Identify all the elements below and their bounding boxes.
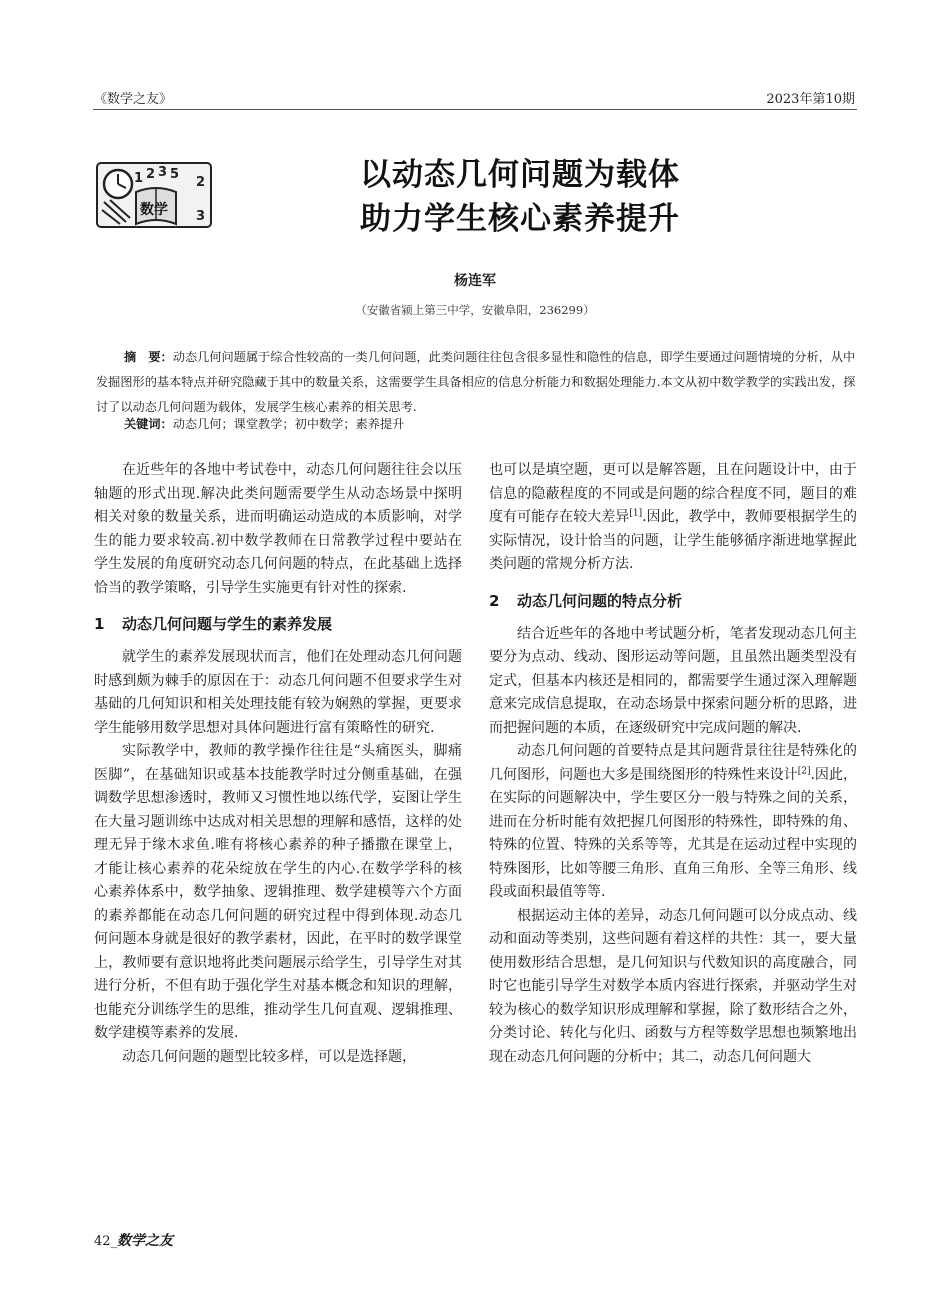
keywords-text: 动态几何；课堂教学；初中数学；素养提升 — [172, 417, 405, 431]
svg-text:2: 2 — [196, 175, 206, 190]
svg-text:1: 1 — [134, 171, 144, 186]
running-header-issue: 2023年第10期 — [766, 92, 855, 107]
body-column-left — [94, 459, 462, 1069]
svg-text:2: 2 — [146, 167, 156, 182]
section-title: 动态几何问题的特点分析 — [517, 591, 683, 610]
abstract-text: 动态几何问题属于综合性较高的一类几何问题，此类问题往往包含很多显性和隐性的信息，即学生要通过问题情境的分析，从中发掘图形的基本特点并研究隐藏于其中的数量关系，这需要学生具备相应的信息分析能力和数据处理能力.本文从初中数学教学的实践出发，探讨了以动态几何问题为载体，发展学生核心素养的相关思考. — [96, 350, 856, 414]
svg-text:数学: 数学 — [140, 202, 168, 218]
paragraph: 在近些年的各地中考试卷中，动态几何问题往往会以压轴题的形式出现.解决此类问题需要学生从动态场景中探明相关对象的数量关系，进而明确运动造成的本质影响，对学生的能力要求较高.初中数学教师在日常教学过程中要站在学生发展的角度研究动态几何问题的特点，在此基础上选择恰当的教学策略，引导学生实施更有针对性的探索. — [94, 462, 462, 596]
paragraph: 结合近些年的各地中考试题分析，笔者发现动态几何主要分为点动、线动、图形运动等问题，且虽然出题类型没有定式，但基本内核还是相同的，都需要学生通过深入理解题意来完成信息提取，在动态场景中探索问题分析的思路，进而把握问题的本质，在逐级研究中完成问题的解决. — [489, 625, 857, 736]
author-name: 杨连军 — [454, 273, 496, 289]
section-title: 动态几何问题与学生的素养发展 — [122, 615, 333, 633]
keywords-label: 关键词： — [124, 417, 173, 431]
page-footer: 42_数学之友 — [94, 1233, 174, 1249]
page-number: 42 — [94, 1234, 111, 1249]
title-line-1: 以动态几何问题为载体 — [360, 157, 680, 193]
svg-text:5: 5 — [170, 167, 180, 182]
keywords — [124, 414, 404, 434]
math-book-clock-icon — [96, 162, 212, 228]
article-title — [240, 153, 800, 241]
citation-ref[interactable]: [1] — [629, 508, 643, 519]
body-column-right — [489, 459, 857, 1069]
title-line-2: 助力学生核心素养提升 — [360, 201, 680, 237]
section-number: 1 — [94, 615, 105, 633]
paragraph: 也可以是填空题，更可以是解答题，且在问题设计中，由于信息的隐蔽程度的不同或是问题的综合程度不同，题目的难度有可能存在较大差异[1].因此，教学中，教师要根据学生的实际情况，设计恰当的问题，让学生能够循序渐进地掌握此类问题的常规分析方法. — [489, 462, 858, 572]
paragraph: 动态几何问题的首要特点是其问题背景往往是特殊化的几何图形，问题也大多是围绕图形的特殊性来设计[2].因此，在实际的问题解决中，学生要区分一般与特殊之间的关系，进而在分析时能有效把握几何图形的特殊性，即特殊的角、特殊的位置、特殊的关系等等，尤其是在运动过程中实现的特殊图形，比如等腰三角形、直角三角形、全等三角形、线段或面积最值等等. — [489, 743, 857, 900]
section-heading-1 — [94, 612, 462, 636]
paragraph: 实际教学中，教师的教学操作往往是“头痛医头，脚痛医脚”，在基础知识或基本技能教学时过分侧重基础，在强调数学思想渗透时，教师又习惯性地以练代学，妄图让学生在大量习题训练中达成对相关思想的理解和感悟，这样的处理无异于缘木求鱼.唯有将核心素养的种子播撒在课堂上，才能让核心素养的花朵绽放在学生的内心.在数学学科的核心素养体系中，数学抽象、逻辑推理、数学建模等六个方面的素养都能在动态几何问题的研究过程中得到体现.动态几何问题本身就是很好的教学素材，因此，在平时的数学课堂上，教师要有意识地将此类问题展示给学生，引导学生对其进行分析，不但有助于强化学生对基本概念和知识的理解，也能充分训练学生的思维，推动学生几何直观、逻辑推理、数学建模等素养的发展. — [94, 743, 462, 1041]
footer-journal-name: 数学之友 — [117, 1233, 174, 1249]
abstract — [96, 345, 856, 420]
citation-ref[interactable]: [2] — [797, 765, 811, 776]
paragraph: 就学生的素养发展现状而言，他们在处理动态几何问题时感到颇为棘手的原因在于：动态几何问题不但要求学生对基础的几何知识和相关处理技能有较为娴熟的掌握，更要求学生能够用数学思想对具体问题进行富有策略性的研究. — [94, 649, 462, 736]
abstract-label: 摘 要： — [124, 350, 173, 364]
author-affiliation: （安徽省颍上第三中学，安徽阜阳，236299） — [355, 303, 595, 317]
paragraph: 动态几何问题的题型比较多样，可以是选择题， — [122, 1048, 416, 1065]
running-header-journal: 《数学之友》 — [94, 92, 173, 107]
svg-text:3: 3 — [196, 209, 206, 224]
section-number: 2 — [489, 591, 500, 610]
section-heading-2 — [489, 589, 857, 613]
paragraph: 根据运动主体的差异，动态几何问题可以分成点动、线动和面动等类别，这些问题有着这样的共性：其一，要大量使用数形结合思想，是几何知识与代数知识的高度融合，同时它也能引导学生对数学本质内容进行探索，并驱动学生对较为核心的数学知识形成理解和掌握，除了数形结合之外，分类讨论、转化与化归、函数与方程等数学思想也频繁地出现在动态几何问题的分析中；其二，动态几何问题大 — [489, 907, 857, 1065]
column-logo-image — [96, 162, 212, 228]
svg-text:3: 3 — [158, 165, 168, 180]
header-rule — [93, 109, 857, 110]
